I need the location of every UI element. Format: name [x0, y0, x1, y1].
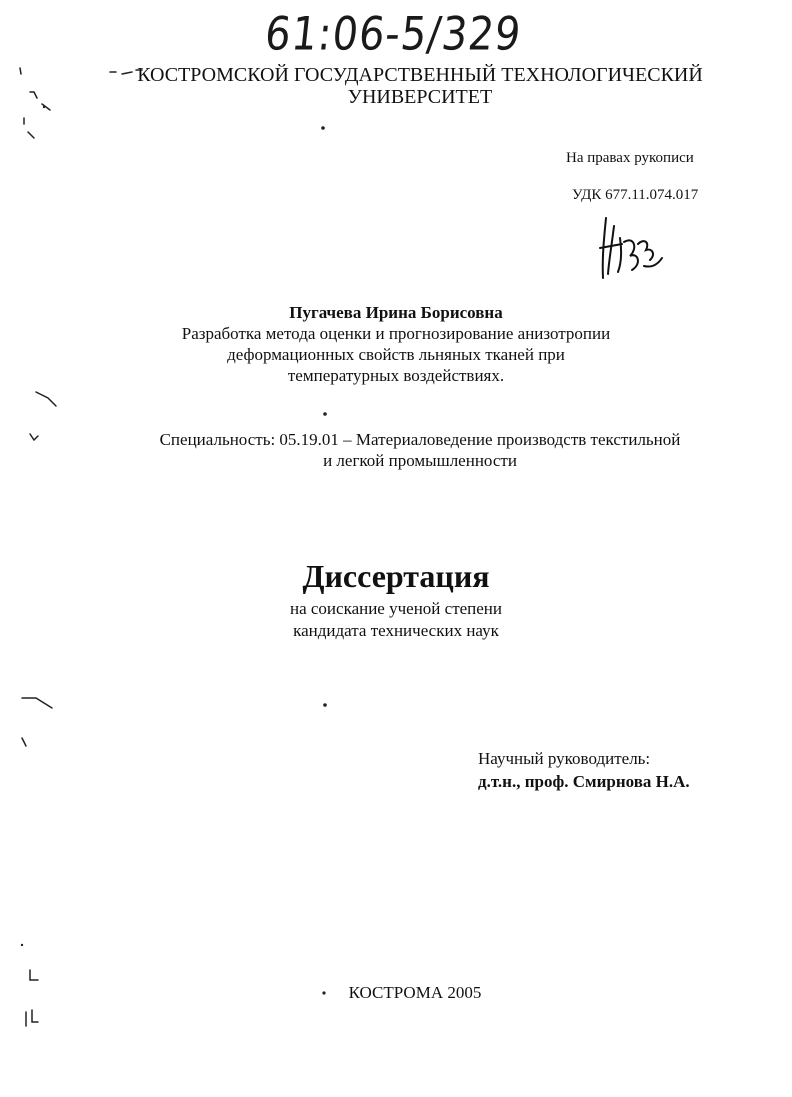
degree-line-2: кандидата технических наук — [293, 621, 499, 640]
archive-number: 61:06-5/329 — [262, 8, 524, 61]
document-type: Диссертация — [302, 558, 490, 594]
specialty-line-1: Специальность: 05.19.01 – Материаловедение производств текстильной — [159, 430, 681, 449]
supervisor-label: Научный руководитель: — [478, 749, 651, 768]
university-line-2: УНИВЕРСИТЕТ — [347, 86, 493, 108]
handwritten-signature — [594, 208, 666, 288]
title-line-3: температурных воздействиях. — [287, 366, 505, 385]
specialty — [100, 429, 740, 471]
supervisor-name: д.т.н., проф. Смирнова Н.А. — [478, 772, 690, 791]
dissertation-title — [0, 323, 792, 386]
title-line-2: деформационных свойств льняных тканей при — [227, 345, 565, 364]
degree-line-1: на соискание ученой степени — [289, 599, 503, 618]
place-year: КОСТРОМА 2005 — [348, 983, 482, 1002]
author-name: Пугачева Ирина Борисовна — [289, 303, 503, 322]
udk-code: УДК 677.11.074.017 — [572, 187, 699, 203]
manuscript-rights: На правах рукописи — [566, 150, 694, 166]
specialty-line-2: и легкой промышленности — [323, 451, 517, 470]
university-name — [120, 64, 720, 108]
university-line-1: КОСТРОМСКОЙ ГОСУДАРСТВЕННЫЙ ТЕХНОЛОГИЧЕСКИЙ — [137, 64, 703, 86]
degree-info — [0, 598, 792, 642]
title-line-1: Разработка метода оценки и прогнозирование анизотропии — [181, 324, 611, 343]
